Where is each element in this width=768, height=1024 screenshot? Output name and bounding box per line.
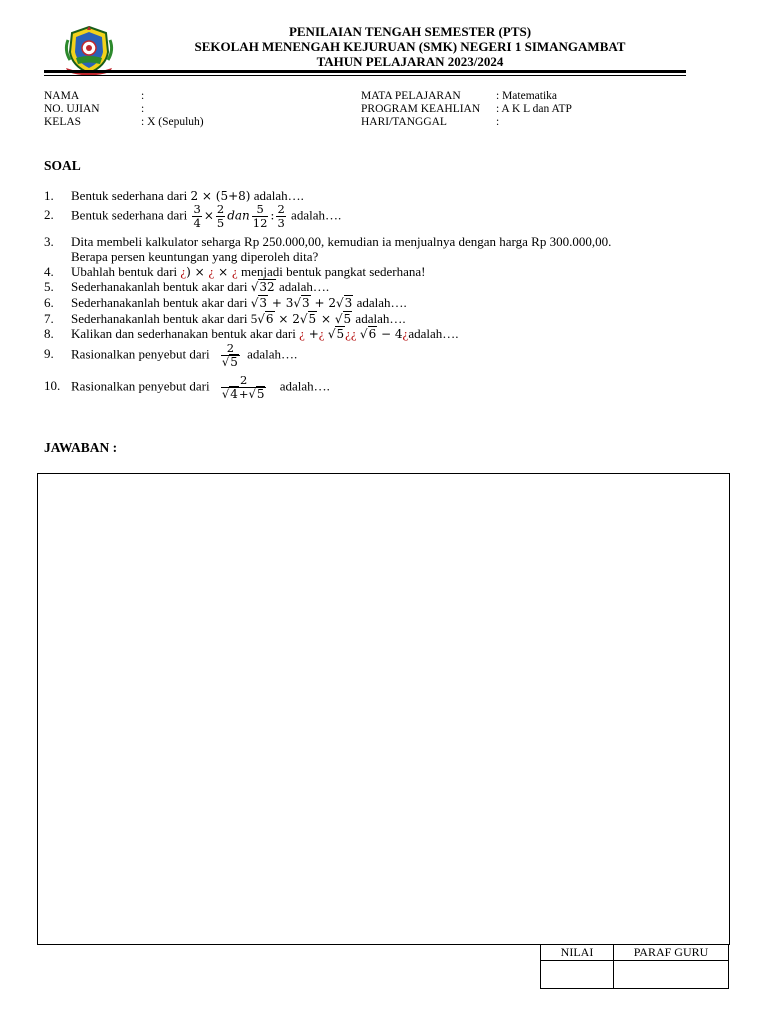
denominator: √5: [221, 355, 238, 369]
header-rule-thin: [44, 75, 686, 76]
radicand: 5: [343, 312, 352, 326]
question-text: adalah….: [287, 207, 342, 223]
header-rule-thick: [44, 70, 686, 73]
question-text: adalah….: [352, 311, 406, 326]
math-expression: ×: [317, 312, 335, 326]
radicand: 6: [368, 327, 377, 341]
math-expression: − 4: [377, 327, 403, 341]
radical: √3: [293, 296, 310, 310]
question-number: 5.: [44, 279, 54, 294]
denominator: 12: [252, 216, 268, 230]
question-number: 7.: [44, 311, 54, 326]
question-number: 8.: [44, 326, 54, 341]
score-cell-paraf-guru[interactable]: [614, 961, 729, 989]
question-text: Sederhanakanlah bentuk akar dari: [71, 295, 251, 310]
info-label-hari-tanggal: HARI/TANGGAL: [361, 116, 447, 128]
numerator: 2: [221, 342, 240, 356]
radical: √6: [257, 312, 274, 326]
fraction: [276, 203, 285, 230]
math-expression: ×: [214, 265, 233, 279]
math-expression: + 3: [268, 296, 294, 310]
radicand: 6: [265, 312, 274, 326]
broken-glyph: ¿¿: [345, 326, 357, 341]
broken-glyph: ¿: [208, 264, 215, 279]
numerator: 5: [252, 203, 269, 217]
info-value-hari-tanggal: :: [496, 116, 500, 128]
info-label-mata-pelajaran: MATA PELAJARAN: [361, 90, 461, 102]
soal-heading: SOAL: [44, 158, 81, 173]
question-text: Sederhanakanlah bentuk akar dari 5: [71, 311, 258, 326]
denominator: 3: [277, 216, 285, 230]
info-value-no-ujian: :: [141, 103, 145, 115]
fraction: [252, 203, 269, 230]
radical: √5: [299, 312, 317, 326]
header-title-line3: TAHUN PELAJARAN 2023/2024: [316, 54, 504, 69]
radicand: 5: [256, 387, 265, 401]
radicand: 32: [259, 280, 275, 294]
question-6: [44, 295, 407, 311]
fraction: [221, 342, 240, 369]
operator: :: [270, 208, 275, 223]
numerator: 2: [216, 202, 225, 216]
radical: √3: [336, 296, 353, 310]
score-table: [540, 944, 729, 989]
question-text: adalah….: [276, 378, 330, 394]
radicand: 3: [302, 296, 310, 310]
math-expression: ) ×: [186, 265, 209, 279]
question-text: Rasionalkan penyebut dari: [71, 346, 213, 362]
denominator: 4: [193, 216, 201, 230]
radicand: 5: [230, 355, 238, 369]
question-text: Rasionalkan penyebut dari: [71, 378, 213, 394]
denominator: 5: [216, 216, 225, 230]
question-number: 1.: [44, 188, 54, 203]
question-number: 2.: [44, 207, 54, 223]
question-number: 3.: [44, 234, 54, 249]
numerator: 3: [193, 202, 201, 216]
broken-glyph: ¿: [180, 264, 187, 279]
radical: √32: [250, 280, 275, 294]
info-value-kelas: : X (Sepuluh): [141, 116, 204, 128]
numerator: 2: [277, 202, 285, 216]
info-label-no-ujian: NO. UJIAN: [44, 103, 100, 115]
question-text: Ubahlah bentuk dari: [71, 264, 181, 279]
answer-box[interactable]: [37, 473, 730, 945]
radicand: 3: [259, 296, 268, 310]
question-number: 10.: [44, 378, 61, 394]
header-title-line2: SEKOLAH MENENGAH KEJURUAN (SMK) NEGERI 1 SIMANGAMBAT: [194, 39, 626, 54]
score-header-nilai: NILAI: [541, 945, 614, 961]
numerator: 2: [221, 374, 267, 388]
math-expression: 2 × (5+8): [190, 189, 251, 203]
question-2: [44, 203, 341, 230]
question-text: adalah….: [250, 188, 304, 203]
question-number: 6.: [44, 295, 54, 310]
info-value-nama: :: [141, 90, 145, 102]
question-number: 4.: [44, 264, 54, 279]
question-text: adalah….: [353, 295, 407, 310]
question-10: [44, 374, 330, 401]
fraction: [221, 374, 267, 401]
question-text: menjadi bentuk pangkat sederhana!: [237, 264, 426, 279]
math-expression: + 2: [310, 296, 337, 310]
broken-glyph: ¿: [402, 326, 409, 341]
info-label-program-keahlian: PROGRAM KEAHLIAN: [361, 103, 481, 115]
question-8: [44, 326, 458, 342]
question-text: Sederhanakanlah bentuk akar dari: [71, 279, 251, 294]
question-text: Kalikan dan sederhanakan bentuk akar dari: [71, 326, 300, 341]
question-text: Bentuk sederhana dari: [71, 188, 191, 203]
question-1: [44, 188, 304, 204]
conjunction: dan: [227, 208, 250, 223]
operator: +: [238, 387, 249, 401]
info-label-kelas: KELAS: [44, 116, 82, 128]
question-text: adalah….: [243, 346, 298, 362]
question-7: [44, 311, 406, 327]
question-5: [44, 279, 329, 295]
radicand: 3: [344, 296, 353, 310]
info-value-mata-pelajaran: : Matematika: [496, 90, 557, 102]
school-emblem-icon: [62, 24, 116, 76]
score-header-paraf-guru: PARAF GURU: [614, 945, 729, 961]
question-text: adalah….: [408, 326, 459, 341]
radical: √5: [334, 312, 352, 326]
question-text: adalah….: [275, 279, 330, 294]
radical: √5: [327, 327, 345, 341]
header-title-line1: PENILAIAN TENGAH SEMESTER (PTS): [288, 24, 532, 39]
question-9: [44, 342, 297, 369]
radicand: 5: [336, 327, 345, 341]
math-expression: × 2: [274, 312, 300, 326]
broken-glyph: ¿: [299, 326, 305, 341]
radicand: 5: [308, 312, 317, 326]
question-3: [44, 234, 611, 264]
info-value-program-keahlian: : A K L dan ATP: [496, 103, 572, 115]
question-4: [44, 264, 426, 280]
broken-glyph: ¿: [232, 264, 238, 279]
fraction: [216, 203, 225, 230]
question-number: 9.: [44, 346, 54, 362]
radical: √3: [250, 296, 268, 310]
radical: √6: [359, 327, 377, 341]
math-expression: +: [304, 327, 319, 341]
fraction: [192, 203, 201, 230]
broken-glyph: ¿: [318, 326, 325, 341]
operator: ×: [203, 208, 214, 223]
question-text-line2: Berapa persen keuntungan yang diperoleh dita?: [71, 249, 319, 264]
radicand: 4: [230, 387, 238, 401]
question-text: Bentuk sederhana dari: [71, 207, 191, 223]
jawaban-heading: JAWABAN :: [44, 440, 118, 455]
question-text-line1: Dita membeli kalkulator seharga Rp 250.000,00, kemudian ia menjualnya dengan harga Rp 300.000,00.: [71, 234, 612, 249]
score-cell-nilai[interactable]: [541, 961, 614, 989]
info-label-nama: NAMA: [44, 90, 80, 102]
denominator: √4+√5: [221, 387, 265, 401]
